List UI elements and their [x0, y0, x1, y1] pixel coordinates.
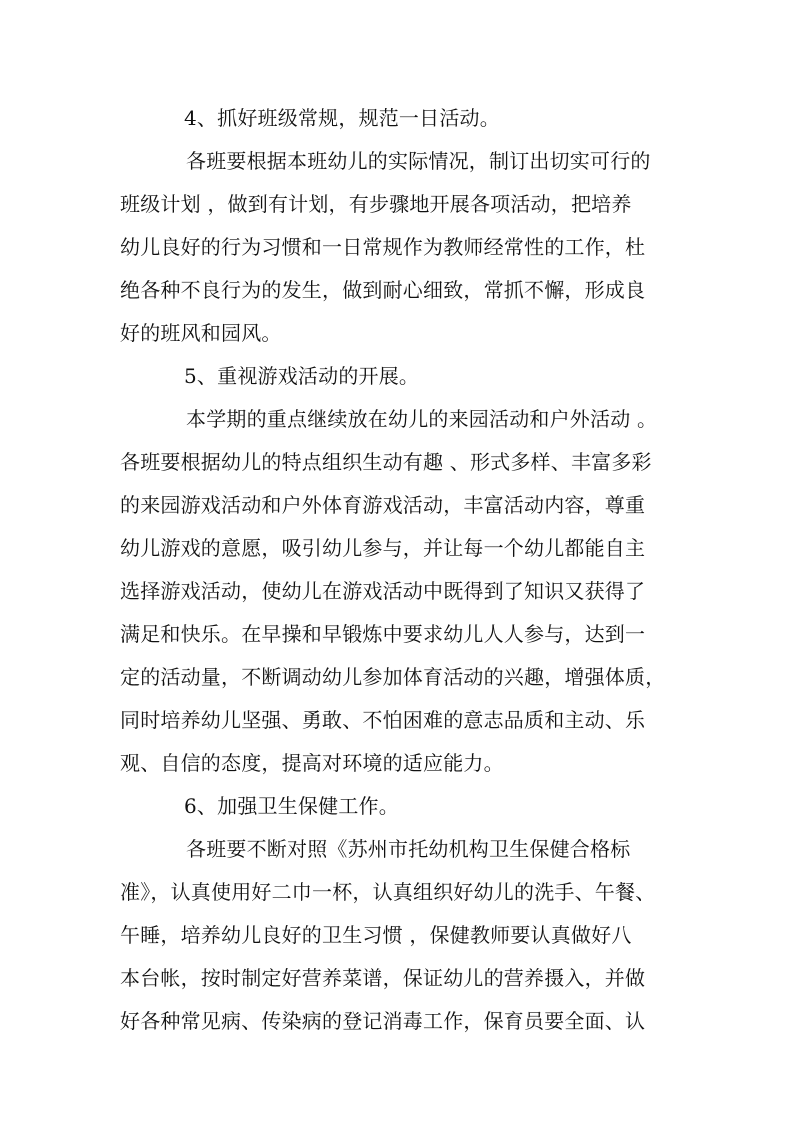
paragraph-line: 好的班风和园风。	[120, 321, 282, 345]
paragraph-line: 绝各种不良行为的发生，做到耐心细致，常抓不懈，形成良	[120, 278, 646, 302]
paragraph-line: 幼儿游戏的意愿，吸引幼儿参与，并让每一个幼儿都能自主	[120, 536, 646, 560]
paragraph-line: 班级计划 ，做到有计划，有步骤地开展各项活动，把培养	[120, 192, 632, 216]
paragraph-line: 选择游戏活动，使幼儿在游戏活动中既得到了知识又获得了	[120, 579, 646, 603]
paragraph-line: 各班要不断对照《苏州市托幼机构卫生保健合格标	[186, 837, 631, 861]
paragraph-line: 准》，认真使用好二巾一杯，认真组织好幼儿的洗手、午餐、	[120, 880, 656, 904]
paragraph-line: 各班要根据本班幼儿的实际情况，制订出切实可行的	[186, 149, 651, 173]
paragraph-line: 午睡，培养幼儿良好的卫生习惯 ，保健教师要认真做好八	[120, 923, 632, 947]
paragraph-line: 本学期的重点继续放在幼儿的来园活动和户外活动 。	[186, 407, 658, 431]
paragraph-line: 幼儿良好的行为习惯和一日常规作为教师经常性的工作，杜	[120, 235, 646, 259]
paragraph-line: 本台帐，按时制定好营养菜谱，保证幼儿的营养摄入，并做	[120, 966, 646, 990]
section-heading: 5、重视游戏活动的开展。	[184, 364, 420, 388]
paragraph-line: 同时培养幼儿坚强、勇敢、不怕困难的意志品质和主动、乐	[120, 708, 646, 732]
paragraph-line: 的来园游戏活动和户外体育游戏活动，丰富活动内容，尊重	[120, 493, 646, 517]
paragraph-line: 观、自信的态度，提高对环境的适应能力。	[120, 751, 504, 775]
paragraph-line: 定的活动量，不断调动幼儿参加体育活动的兴趣，增强体质，	[120, 665, 666, 689]
paragraph-line: 满足和快乐。在早操和早锻炼中要求幼儿人人参与，达到一	[120, 622, 646, 646]
section-heading: 6、加强卫生保健工作。	[184, 794, 399, 818]
paragraph-line: 好各种常见病、传染病的登记消毒工作，保育员要全面、认	[120, 1009, 646, 1033]
section-heading: 4、抓好班级常规，规范一日活动。	[184, 106, 500, 130]
paragraph-line: 各班要根据幼儿的特点组织生动有趣 、形式多样、丰富多彩	[120, 450, 652, 474]
